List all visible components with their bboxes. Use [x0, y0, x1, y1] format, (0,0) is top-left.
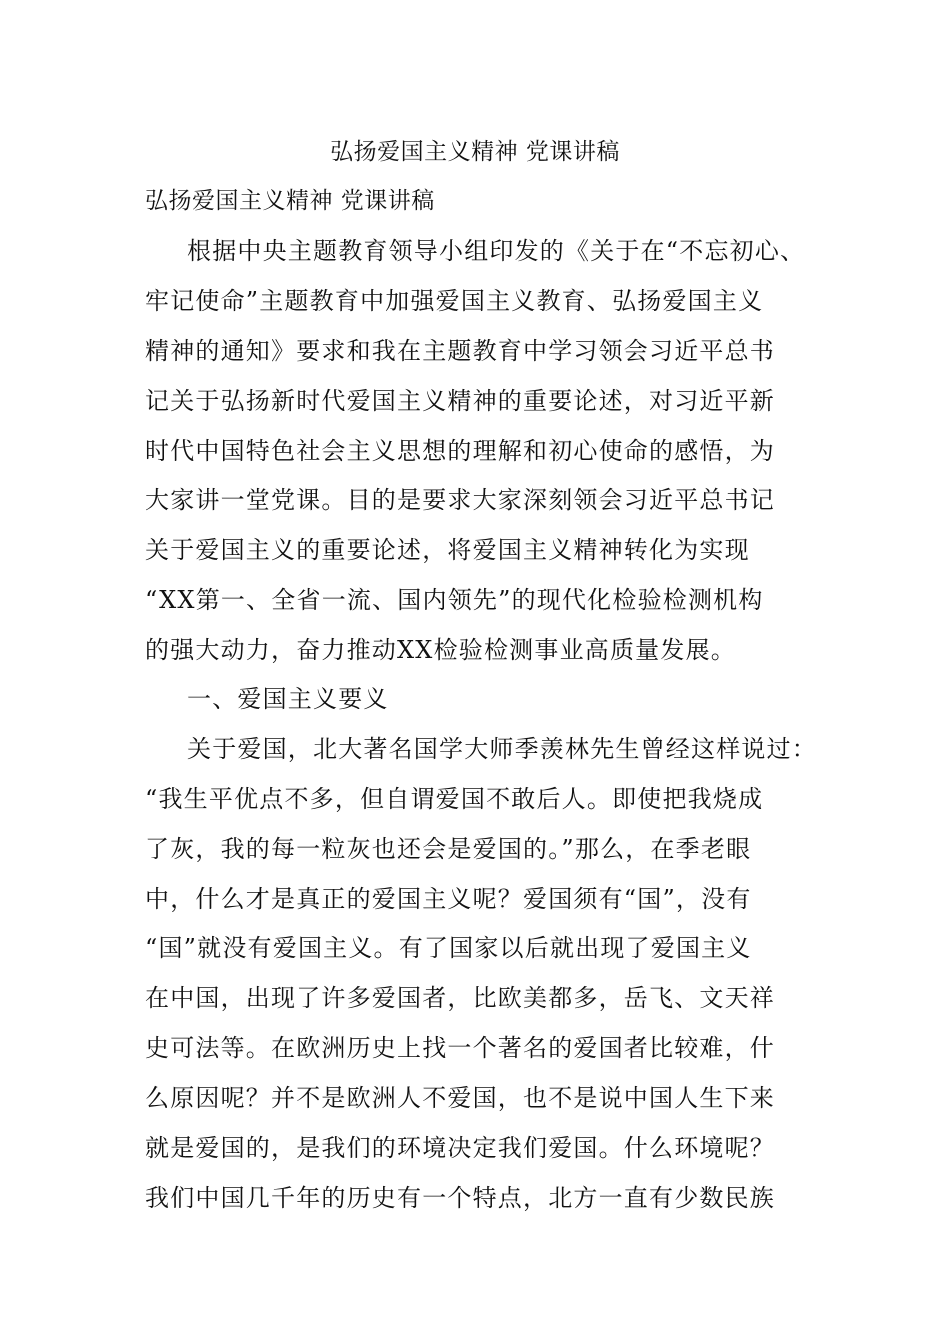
document-subtitle: 弘扬爱国主义精神 党课讲稿	[145, 188, 435, 214]
paragraph2-line-5: “国”就没有爱国主义。有了国家以后就出现了爱国主义	[145, 934, 752, 962]
paragraph1-line-2: 牢记使命”主题教育中加强爱国主义教育、弘扬爱国主义	[145, 287, 764, 315]
document-title: 弘扬爱国主义精神 党课讲稿	[330, 139, 620, 165]
paragraph1-line-7: 关于爱国主义的重要论述，将爱国主义精神转化为实现	[145, 536, 750, 564]
paragraph1-line-3: 精神的通知》要求和我在主题教育中学习领会习近平总书	[145, 337, 775, 365]
paragraph1-line-9: 的强大动力，奋力推动XX检验检测事业高质量发展。	[145, 636, 736, 664]
paragraph1-line-6: 大家讲一堂党课。目的是要求大家深刻领会习近平总书记	[145, 486, 775, 514]
paragraph1-line-4: 记关于弘扬新时代爱国主义精神的重要论述，对习近平新	[145, 387, 775, 415]
paragraph2-line-9: 就是爱国的，是我们的环境决定我们爱国。什么环境呢？	[145, 1134, 775, 1162]
paragraph2-line-6: 在中国，出现了许多爱国者，比欧美都多，岳飞、文天祥	[145, 984, 775, 1012]
paragraph2-line-10: 我们中国几千年的历史有一个特点，北方一直有少数民族	[145, 1184, 775, 1212]
paragraph1-line-1: 根据中央主题教育领导小组印发的《关于在“不忘初心、	[187, 237, 806, 265]
paragraph1-line-5: 时代中国特色社会主义思想的理解和初心使命的感悟，为	[145, 437, 775, 465]
paragraph2-line-8: 么原因呢？并不是欧洲人不爱国，也不是说中国人生下来	[145, 1084, 775, 1112]
section-heading: 一、爱国主义要义	[187, 685, 389, 713]
paragraph2-line-3: 了灰，我的每一粒灰也还会是爱国的。”那么，在季老眼	[145, 835, 752, 863]
paragraph2-line-4: 中，什么才是真正的爱国主义呢？爱国须有“国”，没有	[145, 885, 752, 913]
paragraph2-line-7: 史可法等。在欧洲历史上找一个著名的爱国者比较难，什	[145, 1034, 775, 1062]
paragraph2-line-2: “我生平优点不多，但自谓爱国不敢后人。即使把我烧成	[145, 785, 764, 813]
paragraph1-line-8: “XX第一、全省一流、国内领先”的现代化检验检测机构	[145, 586, 764, 614]
paragraph2-line-1: 关于爱国，北大著名国学大师季羡林先生曾经这样说过：	[187, 735, 817, 763]
